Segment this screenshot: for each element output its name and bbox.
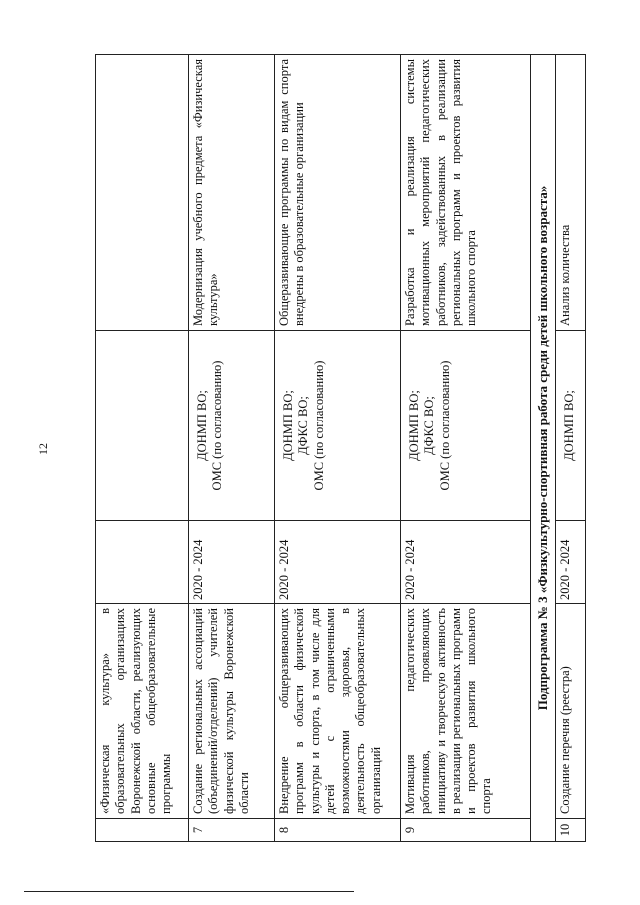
table-row bbox=[275, 55, 401, 842]
table-row bbox=[555, 55, 585, 842]
row-number: 9 bbox=[401, 819, 531, 842]
row-number: 10 bbox=[555, 819, 585, 842]
executor: ДФКС ВО; bbox=[296, 396, 311, 455]
executors-cell bbox=[189, 331, 275, 521]
rotated-table-container bbox=[95, 55, 612, 842]
result-cell: Общеразвивающие программы по видам спорта внедрены в образовательные организации bbox=[275, 55, 401, 331]
executors-cell bbox=[275, 331, 401, 521]
event-cell: Внедрение общеразвивающих программ в области физической культуры и спорта, в том числе для детей с ограниченными возможностями здоровья, в деятельность общеобразовательных организаций bbox=[275, 604, 401, 819]
event-cell: Создание региональных ассоциаций (объединений/отделений) учителей физической культуры Воронежской области bbox=[189, 604, 275, 819]
page-number: 12 bbox=[36, 443, 50, 455]
event-cell: «Физическая культура» в образовательных организациях Воронежской области, реализующих основные общеобразовательные программы bbox=[96, 604, 189, 819]
period-cell: 2020 - 2024 bbox=[275, 521, 401, 604]
footnote-rule bbox=[24, 891, 354, 892]
subprogram-header-row bbox=[531, 55, 556, 842]
executor: ДОНМП ВО; bbox=[407, 390, 421, 461]
row-number: 7 bbox=[189, 819, 275, 842]
row-number bbox=[96, 819, 189, 842]
period-cell: 2020 - 2024 bbox=[555, 521, 585, 604]
row-number: 8 bbox=[275, 819, 401, 842]
result-cell: Разработка и реализация системы мотивационных мероприятий педагогических работников, задействованных в реализации региональных программ и проектов развития школьного спорта bbox=[401, 55, 531, 331]
executor: ОМС (по согласованию) bbox=[437, 360, 452, 491]
result-cell: Анализ количества bbox=[555, 55, 585, 331]
event-cell: Мотивация педагогических работников, проявляющих инициативу и творческую активность в реализации региональных программ и проектов развития школьного спорта bbox=[401, 604, 531, 819]
executors-cell bbox=[401, 331, 531, 521]
executors-cell bbox=[555, 331, 585, 521]
result-cell bbox=[96, 55, 189, 331]
events-table bbox=[95, 54, 586, 842]
period-cell bbox=[96, 521, 189, 604]
executors-cell bbox=[96, 331, 189, 521]
executor: ДОНМП ВО; bbox=[281, 390, 295, 461]
executor: ОМС (по согласованию) bbox=[311, 360, 326, 491]
subprogram-title: Подпрограмма № 3 «Физкультурно-спортивная работа среди детей школьного возраста» bbox=[531, 55, 556, 842]
executor: ДФКС ВО; bbox=[422, 396, 437, 455]
period-cell: 2020 - 2024 bbox=[401, 521, 531, 604]
table-row bbox=[96, 55, 189, 842]
executor: ДОНМП ВО; bbox=[195, 390, 209, 461]
executor: ДОНМП ВО; bbox=[561, 390, 576, 461]
event-cell: Создание перечня (реестра) bbox=[555, 604, 585, 819]
period-cell: 2020 - 2024 bbox=[189, 521, 275, 604]
table-row bbox=[401, 55, 531, 842]
executor: ОМС (по согласованию) bbox=[210, 360, 225, 491]
result-cell: Модернизация учебного предмета «Физическая культура» bbox=[189, 55, 275, 331]
table-row bbox=[189, 55, 275, 842]
